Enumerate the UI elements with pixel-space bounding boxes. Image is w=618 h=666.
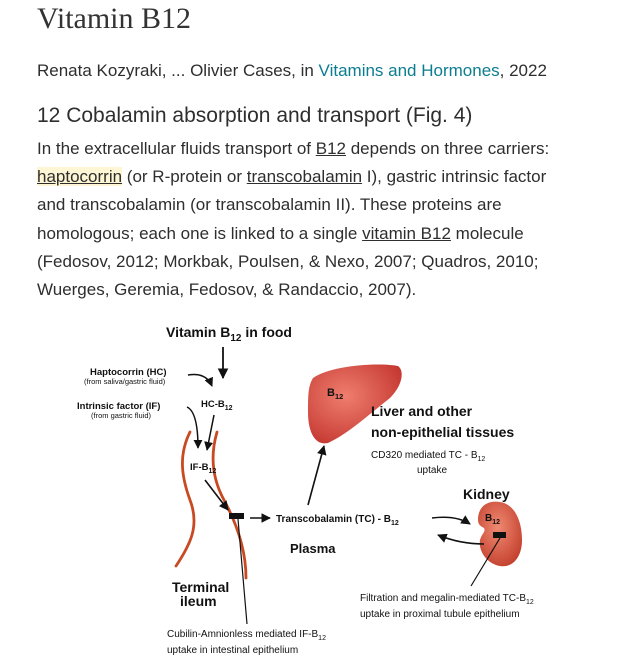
cd320-line1: CD320 mediated TC - $B_{12}$ bbox=[371, 450, 486, 463]
megalin-receptor bbox=[493, 532, 506, 538]
ileum-label: ileum bbox=[180, 593, 217, 609]
terminal-label: Terminal bbox=[172, 579, 230, 595]
to-kidney-arrow bbox=[432, 517, 470, 524]
vitamin-b12-link[interactable]: vitamin B12 bbox=[362, 223, 451, 243]
plasma-label: Plasma bbox=[290, 541, 336, 556]
b12-link[interactable]: B12 bbox=[315, 139, 346, 158]
hc-arrow bbox=[188, 374, 212, 386]
text-run: depends on three carriers: bbox=[346, 139, 550, 158]
hc-b12-label: $HC-B_{12}$ bbox=[201, 399, 233, 412]
page-title: Vitamin B12 bbox=[37, 2, 192, 35]
text-run: (Fedosov, 2012; Morkbak, Poulsen, & Nexo, 2007; Quadros, 2010; bbox=[37, 251, 539, 271]
cubilin-caption-line2: uptake in intestinal epithelium bbox=[167, 645, 299, 656]
transcobalamin-link[interactable]: transcobalamin bbox=[246, 167, 363, 187]
cubilin-caption-line1: Cubilin-Amnionless mediated $IF-B_{12}$ bbox=[167, 629, 326, 642]
liver-title-line2: non-epithelial tissues bbox=[371, 424, 515, 440]
kidney-label: Kidney bbox=[463, 486, 510, 502]
haptocorrin-link[interactable]: haptocorrin bbox=[37, 167, 123, 187]
text-run: Wuerges, Geremia, Fedosov, & Randaccio, 2007). bbox=[37, 280, 417, 300]
source-link[interactable]: Vitamins and Hormones bbox=[318, 61, 500, 80]
haptocorrin-label: Haptocorrin (HC) bbox=[90, 367, 167, 378]
text-run: homologous; each one is linked to a single bbox=[37, 223, 363, 243]
text-run: (or R-protein or bbox=[122, 167, 247, 187]
liver-title-line1: Liver and other bbox=[371, 403, 473, 419]
if-arrow bbox=[187, 407, 198, 448]
from-kidney-arrow bbox=[438, 535, 484, 544]
ileum-wall-left bbox=[176, 432, 194, 566]
cd320-line2: uptake bbox=[417, 465, 448, 476]
byline-authors: Renata Kozyraki, ... Olivier Cases, in bbox=[37, 61, 319, 80]
byline-year: , 2022 bbox=[499, 61, 547, 80]
text-run: I), gastric intrinsic factor bbox=[362, 167, 547, 187]
kidney-b12-label: $B_{12}$ bbox=[485, 513, 501, 526]
haptocorrin-note: (from saliva/gastric fluid) bbox=[84, 377, 166, 386]
tc-b12-label: Transcobalamin $(TC) - B_{12}$ bbox=[276, 514, 399, 527]
if-b12-label: $IF-B_{12}$ bbox=[190, 462, 217, 475]
intrinsic-factor-label: Intrinsic factor (IF) bbox=[77, 401, 161, 412]
text-run: In the extracellular fluids transport of bbox=[37, 139, 316, 158]
text-run: molecule bbox=[450, 223, 524, 243]
to-liver-arrow bbox=[308, 446, 324, 505]
cubilin-receptor bbox=[229, 513, 244, 519]
section-heading: 12 Cobalamin absorption and transport (Fig. 4) bbox=[37, 104, 473, 127]
intrinsic-factor-note: (from gastric fluid) bbox=[91, 411, 152, 420]
filtration-caption-line2: uptake in proximal tubule epithelium bbox=[360, 609, 520, 620]
text-run: and transcobalamin (or transcobalamin II). These proteins are bbox=[37, 195, 502, 215]
filtration-caption-line1: Filtration and megalin-mediated $TC-B_{12}$ bbox=[360, 593, 534, 606]
vitamin-food-label: Vitamin $B_{12}$ in food bbox=[166, 324, 292, 344]
liver-b12-label: $B_{12}$ bbox=[327, 387, 344, 401]
